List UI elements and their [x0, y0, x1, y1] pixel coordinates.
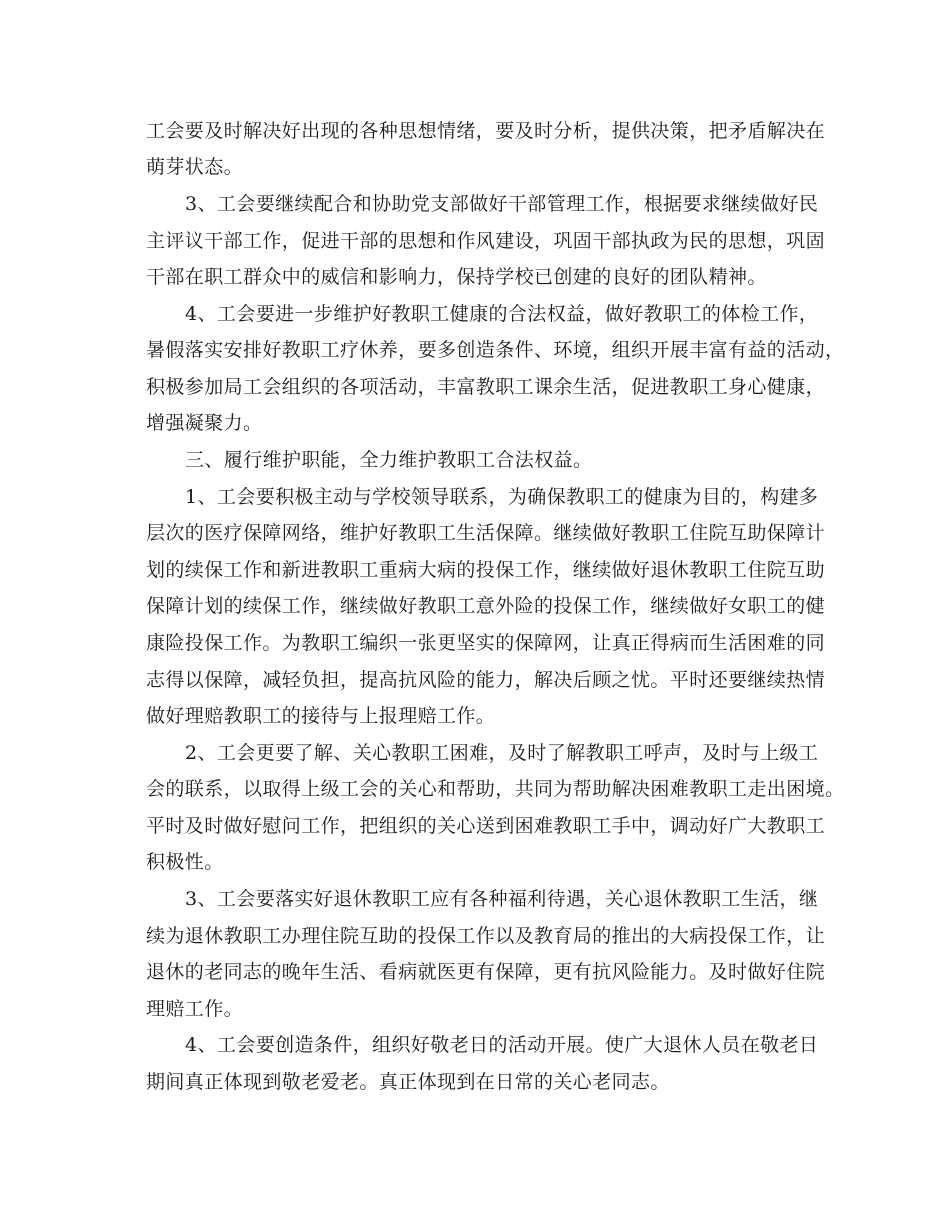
- text-line: 理赔工作。: [146, 998, 244, 1020]
- text-line: 续为退休教职工办理住院互助的投保工作以及教育局的推出的大病投保工作，让: [146, 925, 826, 947]
- text-line: 暑假落实安排好教职工疗休养，要多创造条件、环境，组织开展丰富有益的活动，: [146, 339, 845, 361]
- text-line: 志得以保障，减轻负担，提高抗风险的能力，解决后顾之忧。平时还要继续热情: [146, 669, 826, 691]
- section-heading: 三、履行维护职能，全力维护教职工合法权益。: [185, 449, 593, 471]
- text-line: 积极参加局工会组织的各项活动，丰富教职工课余生活，促进教职工身心健康，: [146, 376, 826, 398]
- text-line: 做好理赔教职工的接待与上报理赔工作。: [146, 705, 496, 727]
- text-line: 主评议干部工作，促进干部的思想和作风建设，巩固干部执政为民的思想，巩固: [146, 230, 826, 252]
- text-line: 划的续保工作和新进教职工重病大病的投保工作，继续做好退休教职工住院互助: [146, 559, 826, 581]
- text-line: 干部在职工群众中的威信和影响力，保持学校已创建的良好的团队精神。: [146, 266, 767, 288]
- text-line: 层次的医疗保障网络，维护好教职工生活保障。继续做好教职工住院互助保障计: [146, 522, 826, 544]
- text-line: 3、工会要继续配合和协助党支部做好干部管理工作，根据要求继续做好民: [185, 193, 819, 215]
- text-line: 平时及时做好慰问工作，把组织的关心送到困难教职工手中，调动好广大教职工: [146, 815, 826, 837]
- text-line: 4、工会要进一步维护好教职工健康的合法权益，做好教职工的体检工作，: [185, 303, 819, 325]
- text-line: 会的联系，以取得上级工会的关心和帮助，共同为帮助解决困难教职工走出困境。: [146, 778, 845, 800]
- text-line: 4、工会要创造条件，组织好敬老日的活动开展。使广大退休人员在敬老日: [185, 1034, 819, 1056]
- text-line: 积极性。: [146, 851, 224, 873]
- text-line: 期间真正体现到敬老爱老。真正体现到在日常的关心老同志。: [146, 1071, 670, 1093]
- text-line: 保障计划的续保工作，继续做好教职工意外险的投保工作，继续做好女职工的健: [146, 595, 826, 617]
- text-line: 工会要及时解决好出现的各种思想情绪，要及时分析，提供决策，把矛盾解决在: [146, 120, 826, 142]
- text-line: 增强凝聚力。: [146, 412, 263, 434]
- text-line: 1、工会要积极主动与学校领导联系，为确保教职工的健康为目的，构建多: [185, 486, 819, 508]
- text-line: 萌芽状态。: [146, 156, 244, 178]
- text-line: 3、工会要落实好退休教职工应有各种福利待遇，关心退休教职工生活，继: [185, 888, 819, 910]
- text-line: 退休的老同志的晚年生活、看病就医更有保障，更有抗风险能力。及时做好住院: [146, 961, 826, 983]
- text-line: 2、工会更要了解、关心教职工困难，及时了解教职工呼声，及时与上级工: [185, 742, 819, 764]
- text-line: 康险投保工作。为教职工编织一张更坚实的保障网，让真正得病而生活困难的同: [146, 632, 826, 654]
